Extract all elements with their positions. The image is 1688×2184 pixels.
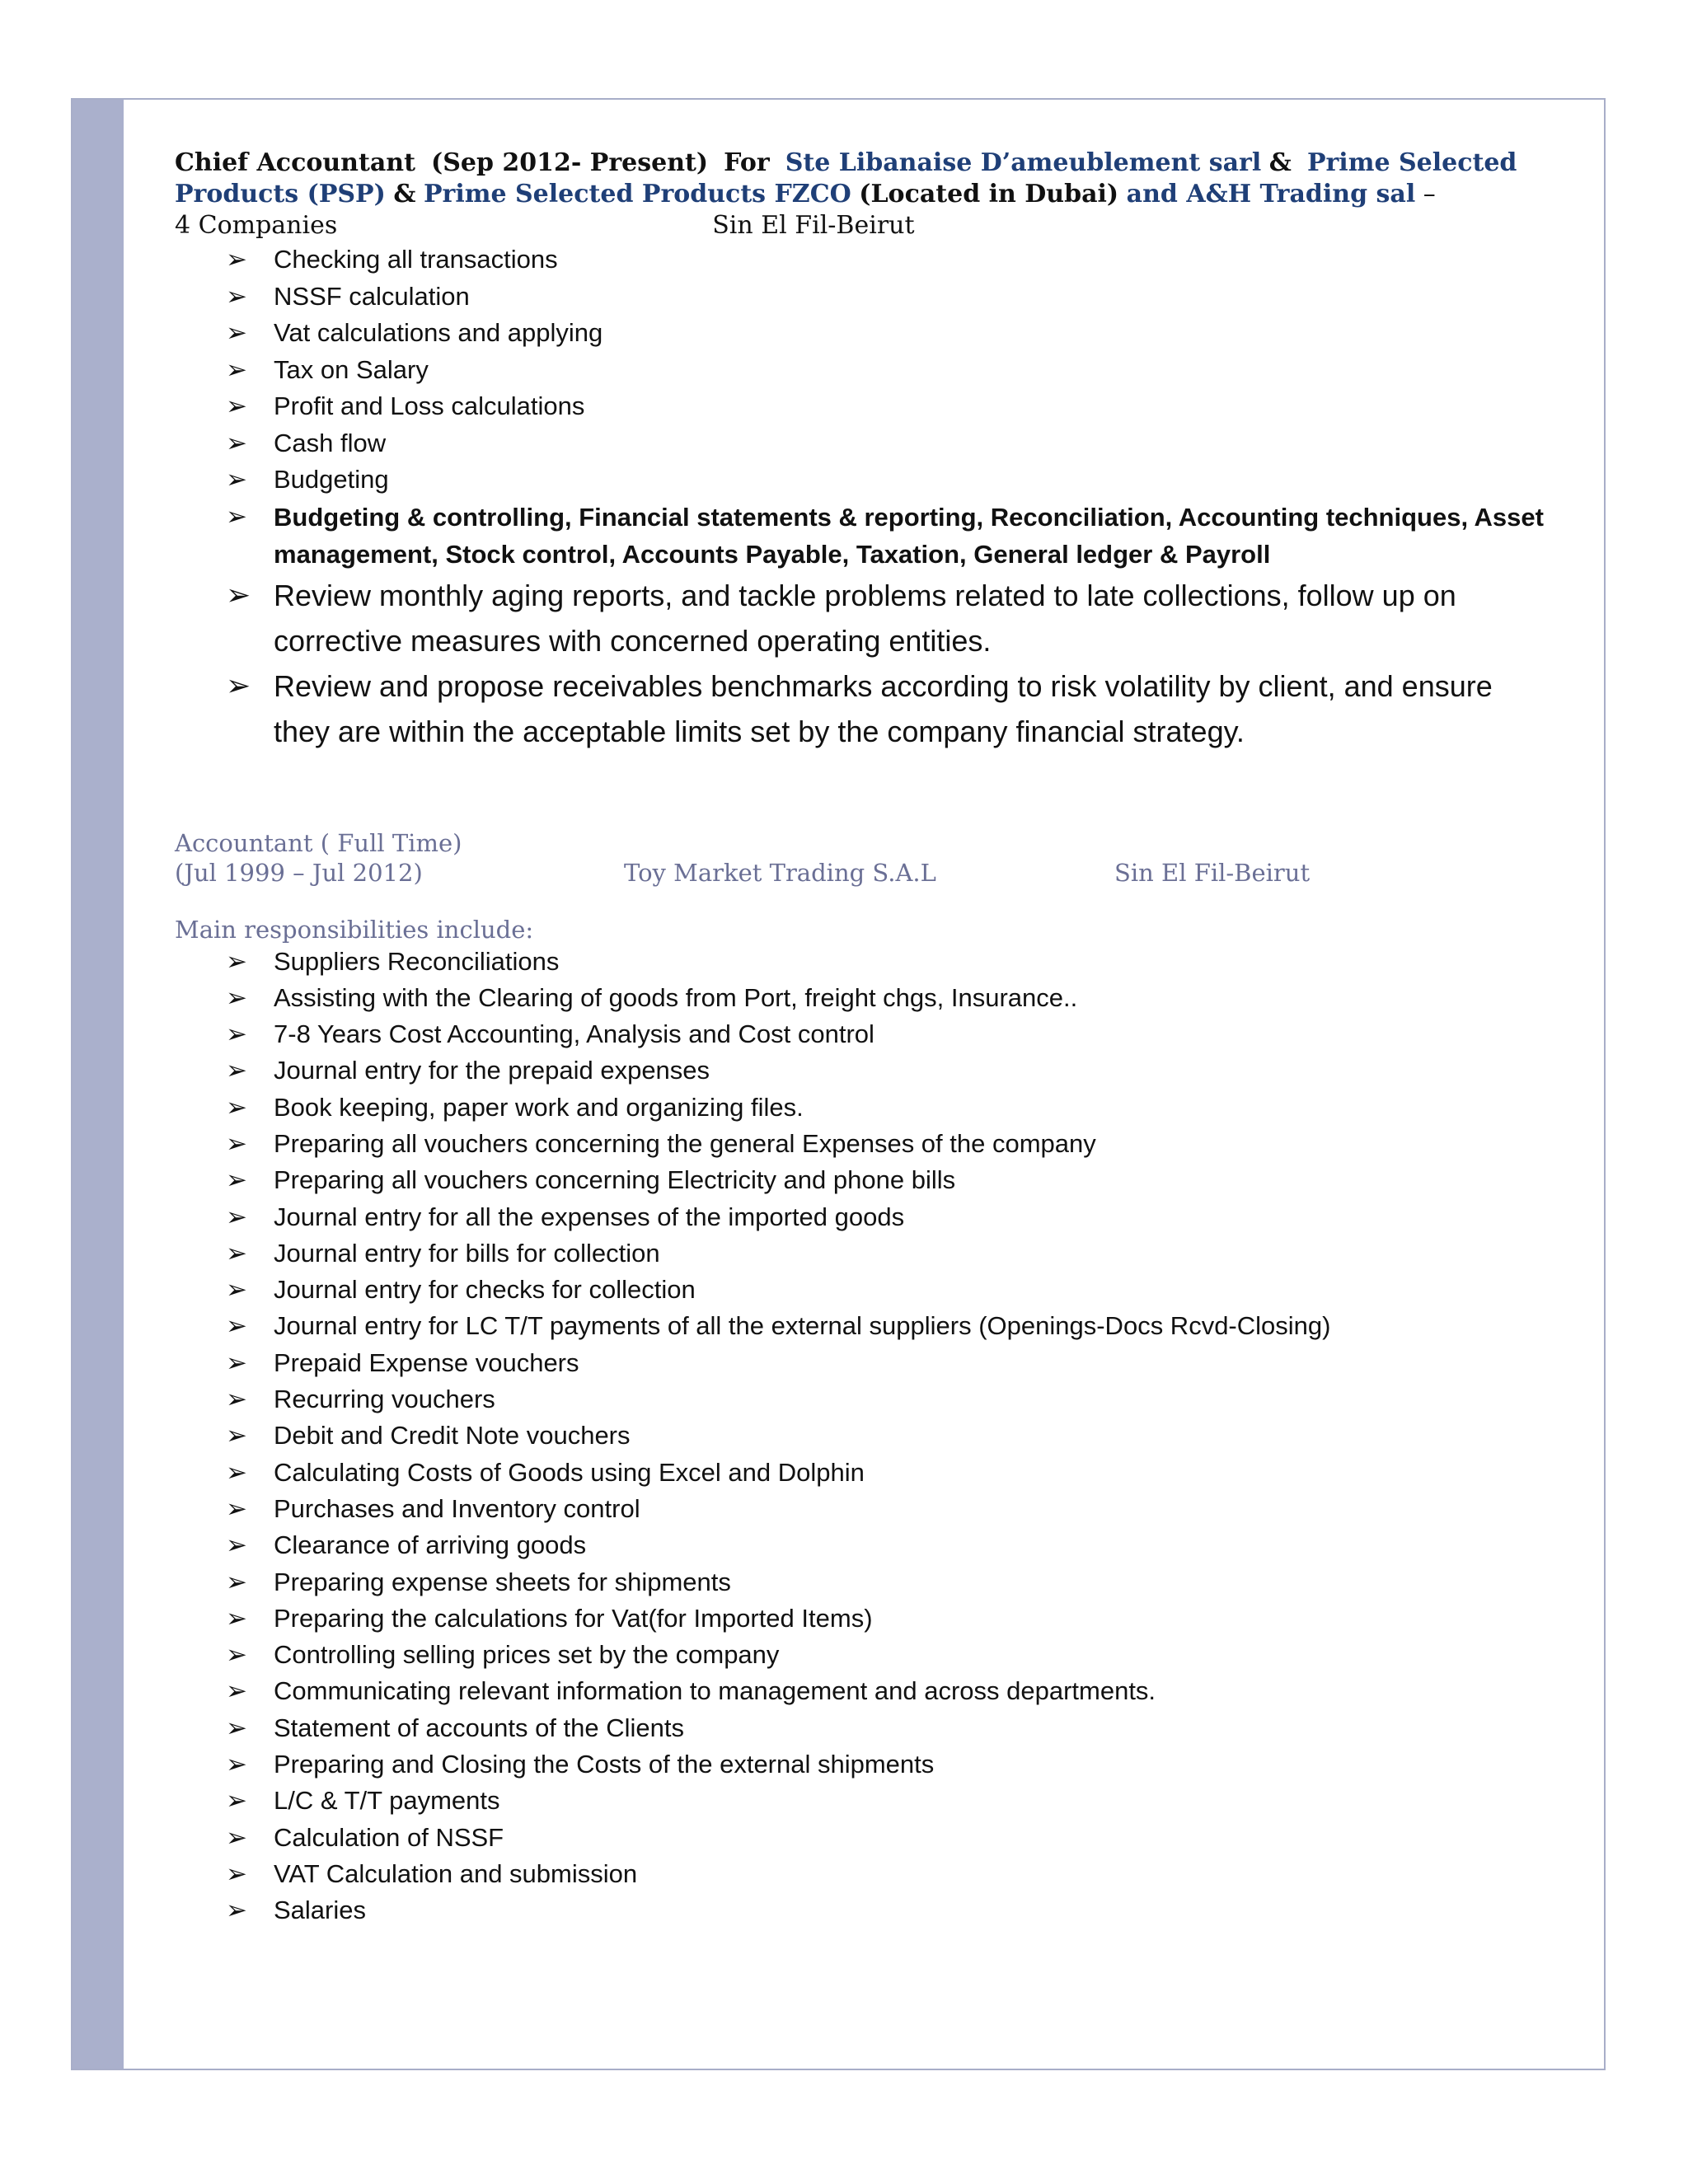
list-item bbox=[175, 1527, 1551, 1563]
job1-location-note: (Located in Dubai) bbox=[859, 180, 1119, 209]
arrow-bullet-icon: ➢ bbox=[226, 1275, 247, 1305]
list-item bbox=[175, 1308, 1551, 1344]
arrow-bullet-icon: ➢ bbox=[226, 1530, 247, 1561]
list-item bbox=[175, 1381, 1551, 1418]
arrow-bullet-icon: ➢ bbox=[226, 668, 251, 703]
list-item-text: Debit and Credit Note vouchers bbox=[274, 1421, 631, 1451]
list-item-text: VAT Calculation and submission bbox=[274, 1858, 638, 1888]
job1-amp2: & bbox=[393, 180, 416, 209]
arrow-bullet-icon: ➢ bbox=[226, 1493, 247, 1524]
list-item-text: Salaries bbox=[274, 1896, 366, 1925]
arrow-bullet-icon: ➢ bbox=[226, 245, 247, 274]
side-accent-bar bbox=[73, 100, 124, 2069]
list-item-text: Tax on Salary bbox=[274, 354, 429, 384]
job1-for: For bbox=[724, 148, 770, 177]
resume-content bbox=[175, 148, 1551, 1929]
list-item bbox=[175, 462, 1551, 499]
list-item-text: Recurring vouchers bbox=[274, 1385, 495, 1414]
arrow-bullet-icon: ➢ bbox=[226, 578, 251, 612]
arrow-bullet-icon: ➢ bbox=[226, 1311, 247, 1342]
list-item bbox=[175, 388, 1551, 425]
list-item-text: Preparing and Closing the Costs of the external shipments bbox=[274, 1750, 935, 1779]
arrow-bullet-icon: ➢ bbox=[226, 1457, 247, 1488]
job1-title: Chief Accountant bbox=[175, 148, 415, 177]
job1-company2a: Prime Selected bbox=[1306, 148, 1517, 177]
list-item bbox=[175, 1090, 1551, 1126]
arrow-bullet-icon: ➢ bbox=[226, 1676, 247, 1707]
arrow-bullet-icon: ➢ bbox=[226, 1056, 247, 1086]
arrow-bullet-icon: ➢ bbox=[226, 354, 247, 385]
list-item-text: Calculating Costs of Goods using Excel and Dolphin bbox=[274, 1457, 865, 1487]
list-item-text: Suppliers Reconciliations bbox=[274, 946, 560, 976]
list-item bbox=[175, 1746, 1551, 1783]
list-item-text: Preparing expense sheets for shipments bbox=[274, 1567, 731, 1596]
list-item bbox=[175, 1673, 1551, 1709]
job2-company: Toy Market Trading S.A.L bbox=[624, 858, 936, 887]
list-item bbox=[175, 1126, 1551, 1162]
arrow-bullet-icon: ➢ bbox=[226, 1385, 247, 1415]
list-item bbox=[175, 315, 1551, 352]
list-item-text: Journal entry for bills for collection bbox=[274, 1238, 660, 1268]
list-item bbox=[175, 1052, 1551, 1089]
job1-heading bbox=[175, 148, 1551, 241]
job1-company4: and A&H Trading sal bbox=[1126, 180, 1416, 209]
list-item bbox=[175, 241, 1551, 279]
list-item-text: Communicating relevant information to management and across departments. bbox=[274, 1676, 1156, 1706]
arrow-bullet-icon: ➢ bbox=[226, 1858, 247, 1889]
list-item bbox=[175, 425, 1551, 462]
job2-location: Sin El Fil-Beirut bbox=[1114, 858, 1311, 887]
job1-duties-list bbox=[175, 241, 1551, 754]
list-item-text: Assisting with the Clearing of goods from Port, freight chgs, Insurance.. bbox=[274, 982, 1078, 1012]
arrow-bullet-icon: ➢ bbox=[226, 1713, 247, 1743]
arrow-bullet-icon: ➢ bbox=[226, 982, 247, 1013]
list-item bbox=[175, 1564, 1551, 1601]
list-item-text: 7-8 Years Cost Accounting, Analysis and Cost control bbox=[274, 1019, 874, 1049]
arrow-bullet-icon: ➢ bbox=[226, 1128, 247, 1159]
list-item bbox=[175, 1856, 1551, 1892]
list-item bbox=[175, 1235, 1551, 1272]
job2-responsibilities-label: Main responsibilities include: bbox=[175, 915, 534, 944]
list-item-text: L/C & T/T payments bbox=[274, 1786, 500, 1816]
job1-company3: Prime Selected Products FZCO bbox=[423, 180, 851, 209]
list-item-text: Controlling selling prices set by the company bbox=[274, 1640, 780, 1670]
list-item bbox=[175, 279, 1551, 316]
arrow-bullet-icon: ➢ bbox=[226, 1092, 247, 1122]
list-item-text: Review and propose receivables benchmarks according to risk volatility by client, and ensure they are within the acceptable limits set by the company financial strategy. bbox=[274, 668, 1493, 748]
list-item-text: Vat calculations and applying bbox=[274, 318, 603, 347]
list-item-text: Prepaid Expense vouchers bbox=[274, 1347, 579, 1377]
list-item-text: Preparing all vouchers concerning Electricity and phone bills bbox=[274, 1165, 956, 1195]
list-item bbox=[175, 980, 1551, 1016]
arrow-bullet-icon: ➢ bbox=[226, 1421, 247, 1451]
arrow-bullet-icon: ➢ bbox=[226, 1786, 247, 1816]
list-item-text: Journal entry for the prepaid expenses bbox=[274, 1056, 710, 1085]
list-item-text: Preparing all vouchers concerning the general Expenses of the company bbox=[274, 1128, 1096, 1158]
job1-period: (Sep 2012- Present) bbox=[431, 148, 709, 177]
list-item-skills bbox=[175, 499, 1551, 573]
list-item-text: Preparing the calculations for Vat(for Imported Items) bbox=[274, 1603, 873, 1633]
arrow-bullet-icon: ➢ bbox=[226, 1896, 247, 1926]
list-item bbox=[175, 1601, 1551, 1637]
arrow-bullet-icon: ➢ bbox=[226, 946, 247, 977]
job1-location: Sin El Fil-Beirut bbox=[712, 211, 915, 240]
arrow-bullet-icon: ➢ bbox=[226, 1238, 247, 1268]
list-item bbox=[175, 1199, 1551, 1235]
arrow-bullet-icon: ➢ bbox=[226, 1567, 247, 1597]
list-item bbox=[175, 1783, 1551, 1819]
arrow-bullet-icon: ➢ bbox=[226, 318, 247, 348]
arrow-bullet-icon: ➢ bbox=[226, 1640, 247, 1671]
list-item-text: Review monthly aging reports, and tackle problems related to late collections, follow up on corrective measures with concerned operating entities. bbox=[274, 578, 1456, 658]
list-item bbox=[175, 352, 1551, 389]
list-item bbox=[175, 1418, 1551, 1454]
list-item-text: Checking all transactions bbox=[274, 245, 558, 274]
list-item-text: Journal entry for LC T/T payments of all the external suppliers (Openings-Docs Rcvd-Closing) bbox=[274, 1311, 1331, 1341]
list-item bbox=[175, 1820, 1551, 1856]
arrow-bullet-icon: ➢ bbox=[226, 1603, 247, 1633]
job2-heading bbox=[175, 828, 1551, 888]
arrow-bullet-icon: ➢ bbox=[226, 428, 247, 458]
arrow-bullet-icon: ➢ bbox=[226, 465, 247, 494]
job1-company1: Ste Libanaise D’ameublement sarl bbox=[785, 148, 1262, 177]
list-item bbox=[175, 1637, 1551, 1673]
list-item bbox=[175, 663, 1551, 754]
list-item bbox=[175, 1345, 1551, 1381]
arrow-bullet-icon: ➢ bbox=[226, 1019, 247, 1050]
job2-period: (Jul 1999 – Jul 2012) bbox=[175, 858, 423, 887]
job1-amp1: & bbox=[1268, 148, 1292, 177]
job2-duties-list bbox=[175, 944, 1551, 1929]
list-item-text: Journal entry for checks for collection bbox=[274, 1275, 696, 1305]
list-item bbox=[175, 1455, 1551, 1491]
job1-dash: – bbox=[1423, 180, 1436, 209]
list-item-text: Clearance of arriving goods bbox=[274, 1530, 587, 1560]
list-item bbox=[175, 1162, 1551, 1198]
list-item-text: NSSF calculation bbox=[274, 281, 470, 311]
job2-title: Accountant ( Full Time) bbox=[175, 828, 462, 857]
list-item bbox=[175, 1892, 1551, 1929]
resume-page bbox=[71, 98, 1606, 2070]
list-item-text: Budgeting & controlling, Financial statements & reporting, Reconciliation, Accounting techniques, Asset management, Stock control, Accounts Payable, Taxation, General ledger & Payroll bbox=[274, 502, 1544, 569]
list-item bbox=[175, 1491, 1551, 1527]
list-item bbox=[175, 944, 1551, 980]
arrow-bullet-icon: ➢ bbox=[226, 1347, 247, 1378]
arrow-bullet-icon: ➢ bbox=[226, 391, 247, 421]
arrow-bullet-icon: ➢ bbox=[226, 1165, 247, 1196]
job1-count: 4 Companies bbox=[175, 211, 338, 240]
list-item-text: Journal entry for all the expenses of the imported goods bbox=[274, 1202, 905, 1231]
list-item bbox=[175, 573, 1551, 663]
list-item bbox=[175, 1272, 1551, 1308]
list-item-text: Purchases and Inventory control bbox=[274, 1493, 640, 1523]
list-item bbox=[175, 1710, 1551, 1746]
list-item-text: Book keeping, paper work and organizing files. bbox=[274, 1092, 804, 1122]
job1-company2b: Products (PSP) bbox=[175, 180, 386, 209]
list-item-text: Cash flow bbox=[274, 428, 387, 457]
list-item-text: Profit and Loss calculations bbox=[274, 391, 585, 420]
arrow-bullet-icon: ➢ bbox=[226, 1822, 247, 1853]
arrow-bullet-icon: ➢ bbox=[226, 501, 247, 532]
list-item-text: Budgeting bbox=[274, 465, 389, 494]
list-item-text: Calculation of NSSF bbox=[274, 1822, 504, 1852]
list-item-text: Statement of accounts of the Clients bbox=[274, 1713, 684, 1742]
arrow-bullet-icon: ➢ bbox=[226, 1750, 247, 1780]
arrow-bullet-icon: ➢ bbox=[226, 1202, 247, 1232]
arrow-bullet-icon: ➢ bbox=[226, 281, 247, 312]
list-item bbox=[175, 1016, 1551, 1052]
